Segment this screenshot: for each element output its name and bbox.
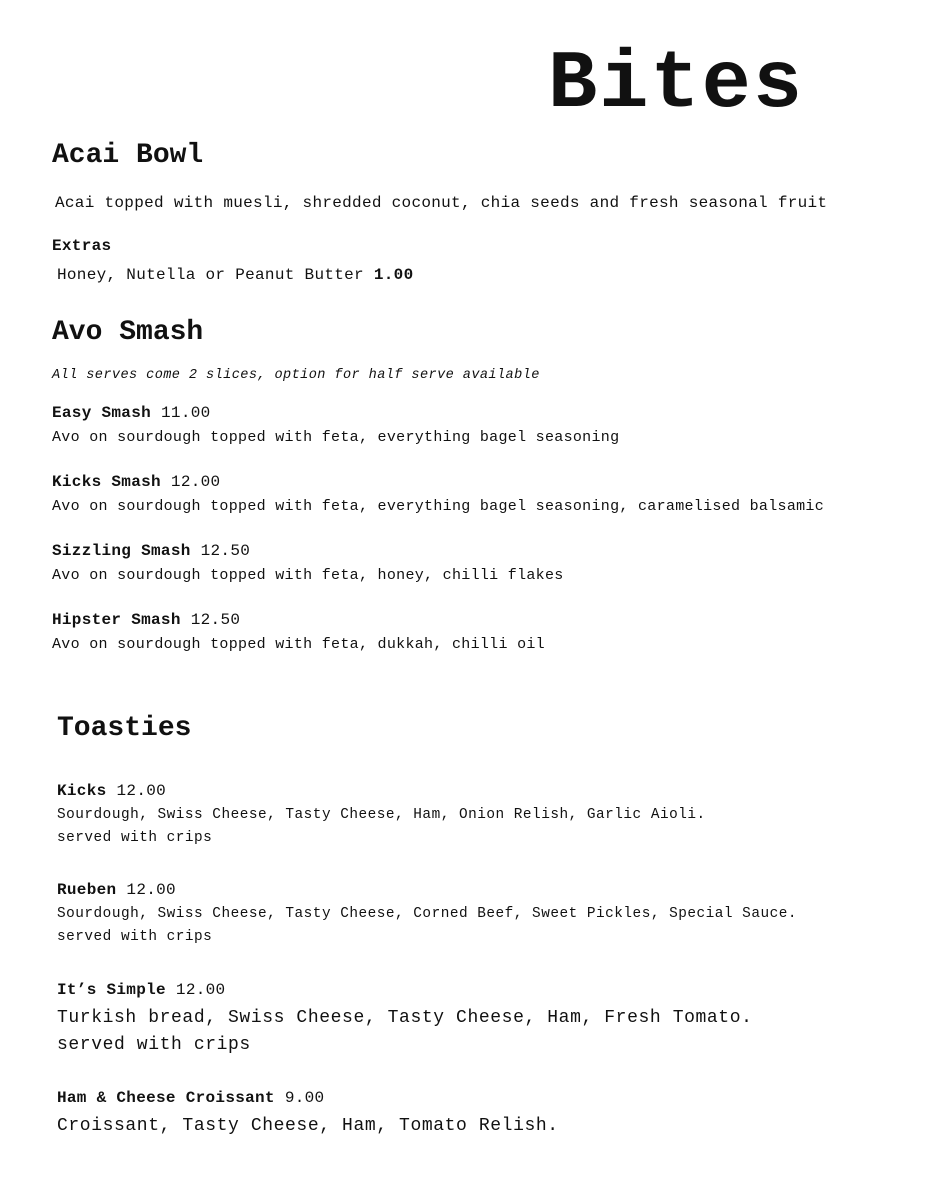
item-name: Easy Smash (52, 404, 152, 422)
extras-text: Honey, Nutella or Peanut Butter (57, 266, 364, 284)
item-name: Ham & Cheese Croissant (57, 1089, 275, 1107)
item-name: It’s Simple (57, 981, 166, 999)
item-name: Rueben (57, 881, 117, 899)
item-served-note: served with crips (57, 830, 213, 846)
item-price: 12.50 (190, 611, 241, 629)
item-served-note: served with crips (57, 1035, 251, 1055)
item-title-line (57, 981, 225, 1000)
item-price: 12.50 (200, 542, 251, 560)
item-description: Sourdough, Swiss Cheese, Tasty Cheese, Ham, Onion Relish, Garlic Aioli. (57, 807, 706, 823)
item-description: Avo on sourdough topped with feta, dukkah, chilli oil (52, 636, 545, 653)
item-description: Sourdough, Swiss Cheese, Tasty Cheese, Corned Beef, Sweet Pickles, Special Sauce. (57, 906, 797, 922)
item-title-line (52, 404, 211, 423)
page-title: Bites (548, 38, 805, 131)
section-heading-avo-smash: Avo Smash (52, 317, 204, 348)
item-description: Avo on sourdough topped with feta, everything bagel seasoning (52, 429, 620, 446)
item-served-note: served with crips (57, 929, 213, 945)
item-price: 12.00 (175, 981, 226, 999)
extras-line (57, 266, 413, 285)
item-price: 11.00 (161, 404, 211, 422)
item-name: Hipster Smash (52, 611, 181, 629)
extras-price: 1.00 (373, 266, 414, 284)
avo-note: All serves come 2 slices, option for half serve available (52, 368, 540, 383)
item-description: Avo on sourdough topped with feta, everything bagel seasoning, caramelised balsamic (52, 498, 825, 515)
item-description: Turkish bread, Swiss Cheese, Tasty Cheese, Ham, Fresh Tomato. (57, 1008, 753, 1028)
section-heading-acai: Acai Bowl (52, 140, 204, 171)
item-title-line (57, 782, 166, 801)
item-title-line (52, 611, 240, 630)
item-title-line (57, 1089, 324, 1108)
item-title-line (52, 542, 250, 561)
item-price: 12.00 (126, 881, 176, 899)
item-name: Sizzling Smash (52, 542, 191, 560)
section-heading-toasties: Toasties (57, 713, 192, 744)
item-title-line (52, 473, 220, 492)
item-price: 12.00 (170, 473, 221, 491)
item-price: 12.00 (116, 782, 167, 800)
item-price: 9.00 (284, 1089, 325, 1107)
item-name: Kicks Smash (52, 473, 161, 491)
item-description: Croissant, Tasty Cheese, Ham, Tomato Relish. (57, 1116, 559, 1136)
acai-description: Acai topped with muesli, shredded coconut, chia seeds and fresh seasonal fruit (55, 194, 828, 212)
item-name: Kicks (57, 782, 107, 800)
extras-label: Extras (52, 237, 112, 255)
item-title-line (57, 881, 176, 900)
item-description: Avo on sourdough topped with feta, honey, chilli flakes (52, 567, 564, 584)
